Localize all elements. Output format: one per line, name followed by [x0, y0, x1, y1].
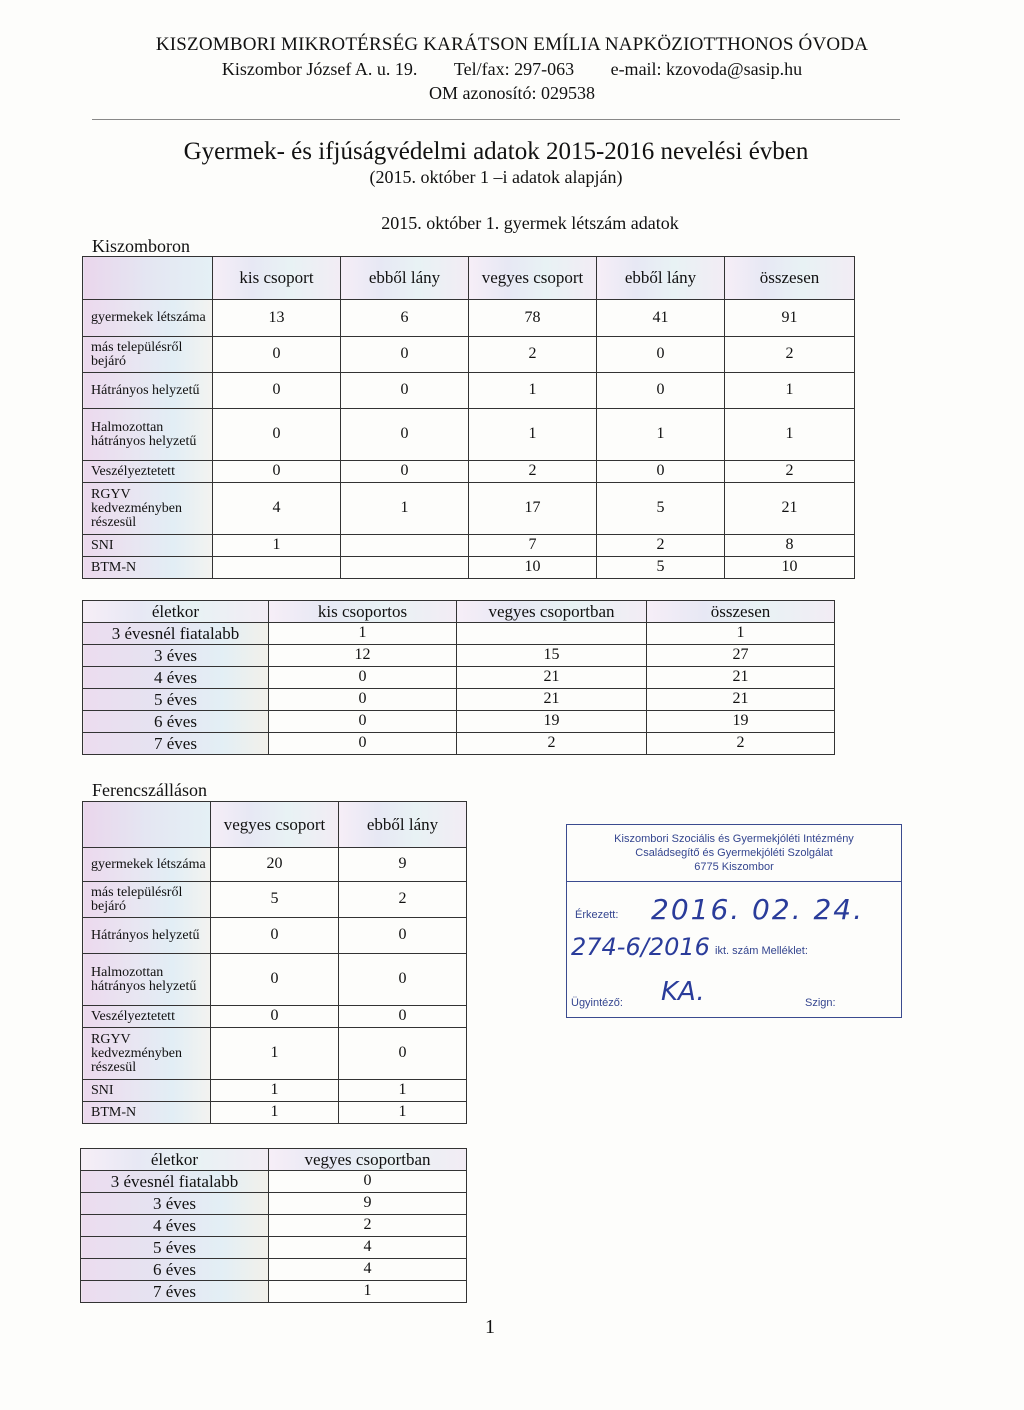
- cell-value: 0: [339, 918, 467, 954]
- cell-value: 0: [339, 1006, 467, 1028]
- table-row: [83, 1102, 467, 1124]
- table-row: [83, 645, 835, 667]
- row-label: más településről bejáró: [83, 337, 213, 373]
- ferencszallas-main-table: [82, 801, 467, 1124]
- cell-value: 0: [211, 1006, 339, 1028]
- table-row: [83, 483, 855, 535]
- registration-stamp: [566, 824, 902, 1018]
- stamp-org-line: Családsegítő és Gyermekjóléti Szolgálat: [635, 846, 833, 859]
- cell-value: 0: [341, 373, 469, 409]
- table-row: [83, 1080, 467, 1102]
- stamp-divider: [567, 881, 901, 882]
- cell-value: 2: [725, 337, 855, 373]
- cell-value: 0: [339, 954, 467, 1006]
- ferencszallas-age-table: [80, 1148, 467, 1303]
- row-label: Veszélyeztetett: [83, 461, 213, 483]
- cell-value: 0: [341, 409, 469, 461]
- cell-value: 0: [211, 918, 339, 954]
- age-label: 3 évesnél fiatalabb: [81, 1171, 269, 1193]
- document-title: Gyermek- és ifjúságvédelmi adatok 2015-2016 nevelési évben: [183, 138, 809, 165]
- cell-value: 7: [469, 535, 597, 557]
- cell-value: 9: [269, 1193, 467, 1215]
- cell-value: 5: [597, 557, 725, 579]
- stamp-file-suffix: ikt. szám Melléklet:: [715, 945, 808, 957]
- stamp-received-date: 2016. 02. 24.: [651, 893, 865, 926]
- table-row: [83, 1006, 467, 1028]
- page-number: 1: [485, 1316, 495, 1338]
- kiszombor-age-table: [82, 600, 835, 755]
- table-row: [83, 535, 855, 557]
- header-divider: [92, 119, 900, 120]
- cell-value: 1: [725, 409, 855, 461]
- cell-value: [341, 535, 469, 557]
- table-row: [83, 557, 855, 579]
- age-label: 3 éves: [81, 1193, 269, 1215]
- age-label: 7 éves: [81, 1281, 269, 1303]
- stamp-org-line: Kiszombori Szociális és Gyermekjóléti Intézmény: [614, 833, 854, 845]
- cell-value: 0: [269, 711, 457, 733]
- cell-value: 17: [469, 483, 597, 535]
- om-id: OM azonosító: 029538: [429, 83, 595, 103]
- cell-value: 0: [269, 1171, 467, 1193]
- table-row: [83, 848, 467, 882]
- row-label: RGYV kedvezményben részesül: [83, 1028, 211, 1080]
- cell-value: 4: [269, 1237, 467, 1259]
- row-label: más településről bejáró: [83, 882, 211, 918]
- col-header: vegyes csoportban: [269, 1149, 467, 1171]
- age-label: 3 évesnél fiatalabb: [83, 623, 269, 645]
- cell-value: 1: [211, 1080, 339, 1102]
- table-row: [83, 882, 467, 918]
- cell-value: 13: [213, 300, 341, 337]
- table-row: [81, 1259, 467, 1281]
- col-header: életkor: [81, 1149, 269, 1171]
- row-label: Hátrányos helyzetű: [83, 373, 213, 409]
- row-label: BTM-N: [83, 557, 213, 579]
- age-label: 7 éves: [83, 733, 269, 755]
- stamp-handler-value: KA.: [661, 977, 705, 1007]
- row-label: SNI: [83, 1080, 211, 1102]
- age-label: 6 éves: [81, 1259, 269, 1281]
- table-row: [83, 1028, 467, 1080]
- col-header: életkor: [83, 601, 269, 623]
- row-label: SNI: [83, 535, 213, 557]
- col-header: ebből lány: [339, 802, 467, 848]
- cell-value: 1: [339, 1080, 467, 1102]
- cell-value: 0: [341, 337, 469, 373]
- table-row: [81, 1281, 467, 1303]
- cell-value: 1: [469, 373, 597, 409]
- cell-value: 4: [213, 483, 341, 535]
- cell-value: 2: [597, 535, 725, 557]
- cell-value: 2: [339, 882, 467, 918]
- cell-value: 19: [457, 711, 647, 733]
- cell-value: 1: [211, 1028, 339, 1080]
- org-address: Kiszombor József A. u. 19.: [221, 59, 418, 79]
- cell-value: 1: [339, 1102, 467, 1124]
- cell-value: 2: [647, 733, 835, 755]
- cell-value: 21: [457, 689, 647, 711]
- table-row: [83, 409, 855, 461]
- cell-value: 6: [341, 300, 469, 337]
- table-row: [81, 1193, 467, 1215]
- row-label: RGYV kedvezményben részesül: [83, 483, 213, 535]
- cell-value: 27: [647, 645, 835, 667]
- row-label: Hátrányos helyzetű: [83, 918, 211, 954]
- table-row: [81, 1171, 467, 1193]
- row-label: gyermekek létszáma: [83, 848, 211, 882]
- row-label: Veszélyeztetett: [83, 1006, 211, 1028]
- table-subtitle: 2015. október 1. gyermek létszám adatok: [381, 213, 679, 233]
- col-header: kis csoport: [213, 257, 341, 300]
- org-name: KISZOMBORI MIKROTÉRSÉG KARÁTSON EMÍLIA NAPKÖZIOTTHONOS ÓVODA: [155, 34, 869, 55]
- cell-value: 8: [725, 535, 855, 557]
- cell-value: 12: [269, 645, 457, 667]
- cell-value: 21: [647, 667, 835, 689]
- cell-value: 0: [269, 667, 457, 689]
- cell-value: [457, 623, 647, 645]
- cell-value: 1: [597, 409, 725, 461]
- corner-cell: [83, 802, 211, 848]
- age-label: 4 éves: [83, 667, 269, 689]
- col-header: vegyes csoport: [211, 802, 339, 848]
- table-row: [83, 300, 855, 337]
- cell-value: 2: [469, 461, 597, 483]
- cell-value: 2: [469, 337, 597, 373]
- table-row: [83, 337, 855, 373]
- col-header: összesen: [647, 601, 835, 623]
- cell-value: [213, 557, 341, 579]
- cell-value: 78: [469, 300, 597, 337]
- stamp-file-number: 274-6/2016: [571, 933, 710, 961]
- cell-value: 0: [341, 461, 469, 483]
- cell-value: 1: [269, 1281, 467, 1303]
- cell-value: 10: [469, 557, 597, 579]
- cell-value: 1: [725, 373, 855, 409]
- row-label: gyermekek létszáma: [83, 300, 213, 337]
- cell-value: 91: [725, 300, 855, 337]
- cell-value: 1: [213, 535, 341, 557]
- cell-value: 0: [597, 461, 725, 483]
- stamp-handler-label: Ügyintéző:: [571, 997, 623, 1009]
- cell-value: 2: [725, 461, 855, 483]
- stamp-organization: [567, 833, 901, 874]
- cell-value: 0: [597, 373, 725, 409]
- row-label: Halmozottan hátrányos helyzetű: [83, 409, 213, 461]
- table-row: [81, 1237, 467, 1259]
- cell-value: 1: [469, 409, 597, 461]
- place-label-kiszombor: Kiszomboron: [92, 236, 190, 256]
- cell-value: 41: [597, 300, 725, 337]
- age-label: 3 éves: [83, 645, 269, 667]
- document-subtitle: (2015. október 1 –i adatok alapján): [369, 167, 623, 187]
- table-row: [83, 918, 467, 954]
- table-row: [83, 733, 835, 755]
- table-row: [83, 667, 835, 689]
- stamp-sign-label: Szign:: [805, 997, 836, 1009]
- cell-value: 20: [211, 848, 339, 882]
- cell-value: 9: [339, 848, 467, 882]
- cell-value: 21: [647, 689, 835, 711]
- cell-value: 21: [457, 667, 647, 689]
- cell-value: 0: [339, 1028, 467, 1080]
- cell-value: [341, 557, 469, 579]
- stamp-received-label: Érkezett:: [575, 909, 619, 921]
- cell-value: 10: [725, 557, 855, 579]
- cell-value: 0: [213, 409, 341, 461]
- col-header: vegyes csoport: [469, 257, 597, 300]
- cell-value: 1: [211, 1102, 339, 1124]
- table-row: [83, 711, 835, 733]
- table-row: [83, 623, 835, 645]
- cell-value: 0: [269, 733, 457, 755]
- row-label: BTM-N: [83, 1102, 211, 1124]
- corner-cell: [83, 257, 213, 300]
- cell-value: 21: [725, 483, 855, 535]
- org-email: e-mail: kzovoda@sasip.hu: [610, 59, 803, 79]
- table-row: [81, 1215, 467, 1237]
- cell-value: 0: [597, 337, 725, 373]
- table-row: [83, 954, 467, 1006]
- cell-value: 0: [269, 689, 457, 711]
- table-row: [83, 373, 855, 409]
- cell-value: 19: [647, 711, 835, 733]
- age-label: 4 éves: [81, 1215, 269, 1237]
- place-label-ferencszallas: Ferencszálláson: [92, 780, 207, 800]
- kiszombor-main-table: [82, 256, 855, 579]
- cell-value: 1: [341, 483, 469, 535]
- age-label: 5 éves: [83, 689, 269, 711]
- col-header: összesen: [725, 257, 855, 300]
- col-header: kis csoportos: [269, 601, 457, 623]
- age-label: 6 éves: [83, 711, 269, 733]
- age-label: 5 éves: [81, 1237, 269, 1259]
- cell-value: 15: [457, 645, 647, 667]
- row-label: Halmozottan hátrányos helyzetű: [83, 954, 211, 1006]
- table-row: [83, 689, 835, 711]
- cell-value: 0: [213, 461, 341, 483]
- col-header: ebből lány: [597, 257, 725, 300]
- cell-value: 5: [211, 882, 339, 918]
- cell-value: 4: [269, 1259, 467, 1281]
- cell-value: 0: [213, 337, 341, 373]
- col-header: vegyes csoportban: [457, 601, 647, 623]
- org-phone: Tel/fax: 297-063: [453, 59, 575, 79]
- org-contact: [0, 59, 1024, 80]
- cell-value: 1: [647, 623, 835, 645]
- table-row: [83, 461, 855, 483]
- cell-value: 0: [213, 373, 341, 409]
- cell-value: 5: [597, 483, 725, 535]
- cell-value: 2: [457, 733, 647, 755]
- stamp-org-line: 6775 Kiszombor: [694, 860, 774, 873]
- cell-value: 0: [211, 954, 339, 1006]
- col-header: ebből lány: [341, 257, 469, 300]
- cell-value: 2: [269, 1215, 467, 1237]
- cell-value: 1: [269, 623, 457, 645]
